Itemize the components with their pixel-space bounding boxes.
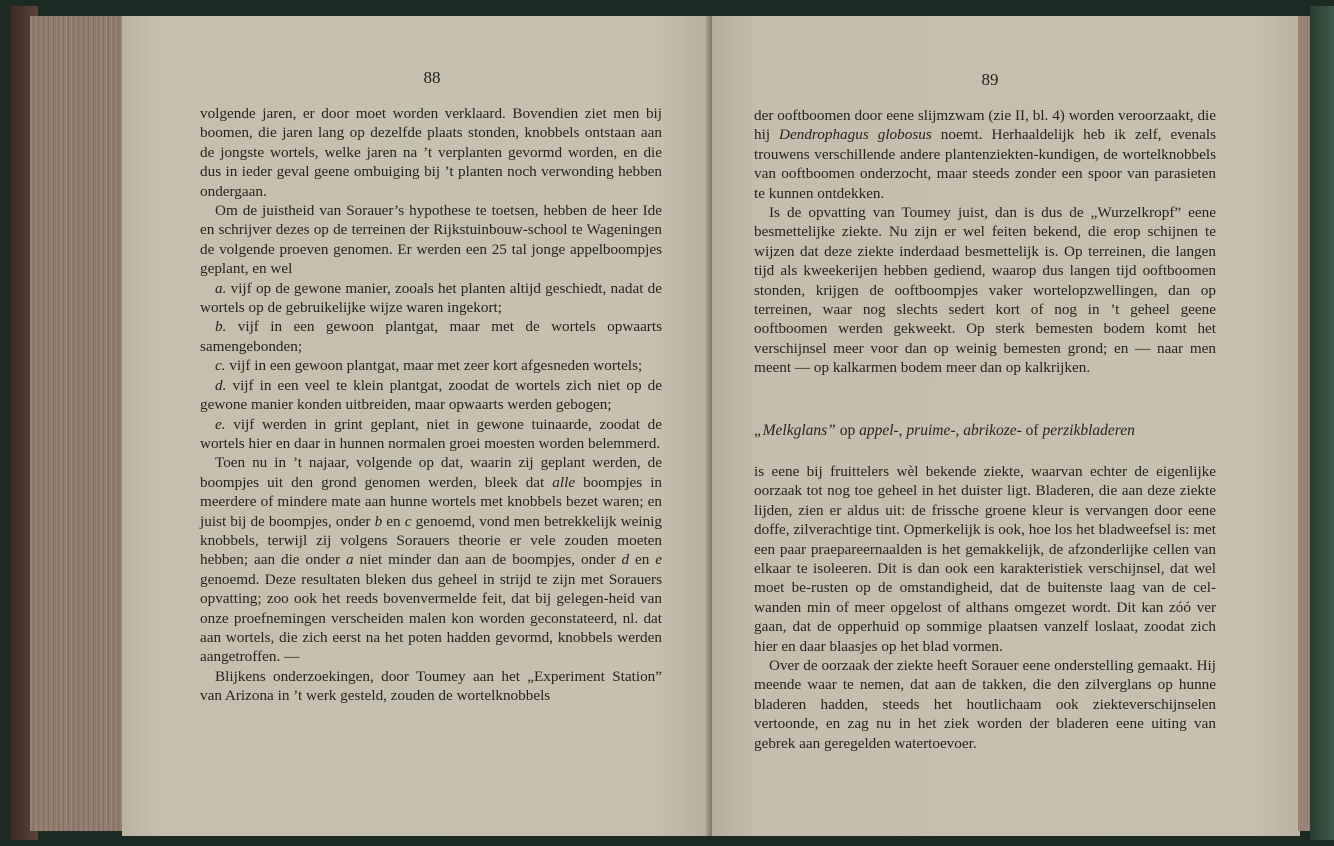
italic-text: b. (215, 318, 227, 336)
italic-text: d. (215, 376, 227, 394)
italic-text: alle (552, 473, 576, 491)
text-run: vijf werden in grint geplant, niet in gewone tuinaarde, zoodat de wortels hier en daar in hunnen normalen groei moesten worden belemmerd. (200, 415, 662, 452)
paragraph (200, 376, 662, 415)
page-number: 89 (981, 70, 999, 89)
text-run: of (1021, 422, 1043, 439)
paragraph (200, 415, 662, 454)
italic-text: „Melkglans” (754, 422, 836, 439)
paragraph (754, 462, 1216, 656)
italic-text: b (374, 512, 383, 530)
right-page (712, 16, 1300, 836)
italic-text: abrikoze- (963, 422, 1022, 439)
italic-text: e. (215, 415, 226, 433)
text-run: boompjes in meerdere of mindere mate aan hunne wortels met knobbels bezet waren; en juist bij de boompjes, onder (200, 473, 663, 530)
paragraph (754, 656, 1216, 753)
text-run: genoemd. Deze resultaten bleken dus geheel in strijd te zijn met Sorauers opvatting; zoo ook het reeds bovenvermelde feit, dat bij gelegen-heid van onze proefnemingen verscheiden malen kon worden geconstateerd, nl. dat aan wortels, die zich eerst na het poten hadden gevormd, knobbels werden aangetroffen. — (200, 570, 662, 666)
italic-text: Dendrophagus globosus (779, 126, 932, 144)
paragraph (200, 356, 662, 375)
text-run: niet minder dan aan de boompjes, onder (353, 551, 622, 569)
paragraph (200, 104, 662, 201)
book-cover-right (1310, 6, 1334, 840)
text-run: Blijkens onderzoekingen, door Toumey aan het „Experiment Station” van Arizona in ’t werk gesteld, zouden de wortelknobbels (200, 667, 662, 705)
italic-text: d (621, 551, 630, 569)
text-run: Om de juistheid van Sorauer’s hypothese te toetsen, hebben de heer Ide en schrijver dezes op de terreinen der Rijkstuinbouw-school te Wageningen de volgende proeven genomen. Er werden een 25 tal jonge appelboompjes geplant, en wel (200, 202, 662, 278)
italic-text: a (345, 551, 354, 569)
section-heading (754, 422, 1224, 440)
italic-text: c. (215, 357, 226, 375)
page-edges-left (30, 16, 130, 831)
italic-text: appel- (859, 422, 899, 439)
italic-text: c (404, 512, 412, 530)
text-run: Toen nu in ’t najaar, volgende op dat, waarin zij geplant werden, de boompjes uit den grond genomen werden, bleek dat (200, 454, 662, 491)
italic-text: perzikbladeren (1042, 422, 1135, 439)
paragraph (200, 317, 662, 356)
italic-text: pruime- (906, 422, 956, 439)
text-run: vijf in een gewoon plantgat, maar met zeer kort afgesneden wortels; (225, 357, 643, 375)
text-run: Over de oorzaak der ziekte heeft Sorauer eene onderstelling gemaakt. Hij meende waar te nemen, dat aan de takken, die den zilverglans op hunne bladeren hadden, steeds het houtlichaam ook ziekteverschijnselen vertoonde, en zag nu in het ziek worden der bladeren eene uiting van gebrek aan geregelden watertoevoer. (754, 657, 1216, 752)
text-run: volgende jaren, er door moet worden verklaard. Bovendien ziet men bij boomen, die jaren lang op dezelfde plaats stonden, knobbels ontstaan aan de jongste wortels, welke jaren na ’t verplanten gevormd worden, en die dus in ieder geval geene ombuiging bij ’t planten noch verwonding hebben ondergaan. (200, 105, 662, 200)
left-page-body (200, 104, 662, 706)
text-run: , (955, 422, 964, 439)
paragraph (200, 453, 662, 666)
italic-text: e (655, 551, 662, 569)
page-number: 88 (423, 68, 441, 87)
right-page-body-bottom (754, 462, 1216, 753)
text-run: noemt. Herhaaldelijk heb ik zelf, evenals trouwens verschillende andere plantenziekten-kundigen, de wortelknobbels van ooftboomen onderzocht, maar steeds zonder een spoor van parasieten te kunnen ontdekken. (754, 126, 1216, 202)
text-run: en (629, 551, 656, 569)
text-run: en (382, 512, 405, 530)
text-run: op (835, 422, 860, 439)
italic-text: a. (215, 279, 227, 297)
paragraph (200, 667, 662, 706)
text-run: is eene bij fruittelers wèl bekende ziekte, waarvan echter de eigenlijke oorzaak tot nog toe geheel in het duister ligt. Bladeren, die aan deze ziekte lijden, zien er aldus uit: de frissche groene kleur is vervangen door eene doffe, zilverachtige tint. Opmerkelijk is ook, hoe los het bladweefsel is: met een paar praepareernaalden is het gemakkelijk, de afzonderlijke cellen van elkaar te isoleeren. Dit is dan ook een karakteristiek verschijnsel, dat wel moet be-rusten op de omstandigheid, dat de buitenste laag van de cel-wanden min of meer opgelost of althans omgezet wordt. Dit kan zóó ver gaan, dat de opperhuid op sommige plaatsen vanzelf loslaat, zoodat zich hier en daar blaasjes op het blad vormen. (754, 463, 1216, 655)
text-run: Is de opvatting van Toumey juist, dan is dus de „Wurzelkropf” eene besmettelijke ziekte. Nu zijn er wel feiten bekend, die erop schijnen te wijzen dat deze ziekte inderdaad besmettelijk is. Op terreinen, die langen tijd als kweekerijen hebben gediend, waarop dus langen tijd ooftboomen stonden, krijgen de ooftboompjes vaker wortelopzwellingen, dan op terreinen, waar nog slechts sedert kort of nog in ’t geheel geene ooftboomen werden gekweekt. Op sterk bemesten bodem komt het verschijnsel meer voor dan op weinig bemesten grond; en — naar men meent — op kalkarmen bodem meer dan op kalkrijken. (754, 204, 1216, 377)
text-run: vijf in een gewoon plantgat, maar met de wortels opwaarts samengebonden; (200, 318, 662, 355)
text-run: genoemd, vond men betrekkelijk weinig knobbels, terwijl zij volgens Sorauers theorie er vele zouden moeten hebben; aan die onder (200, 512, 663, 569)
paragraph (754, 106, 1216, 203)
paragraph (200, 201, 662, 279)
text-run: vijf op de gewone manier, zooals het planten altijd geschiedt, nadat de wortels op de gebruikelijke wijze waren ingekort; (200, 279, 662, 317)
left-page (122, 16, 712, 836)
text-run: vijf in een veel te klein plantgat, zoodat de wortels zich niet op de gewone manier konden uitbreiden, maar opwaarts werden gebogen; (200, 376, 662, 414)
text-run: der ooftboomen door eene slijmzwam (zie II, bl. 4) worden veroorzaakt, die hij (754, 107, 1216, 144)
paragraph (200, 279, 662, 318)
text-run: , (898, 422, 907, 439)
paragraph (754, 203, 1216, 378)
right-page-body-top (754, 106, 1216, 378)
